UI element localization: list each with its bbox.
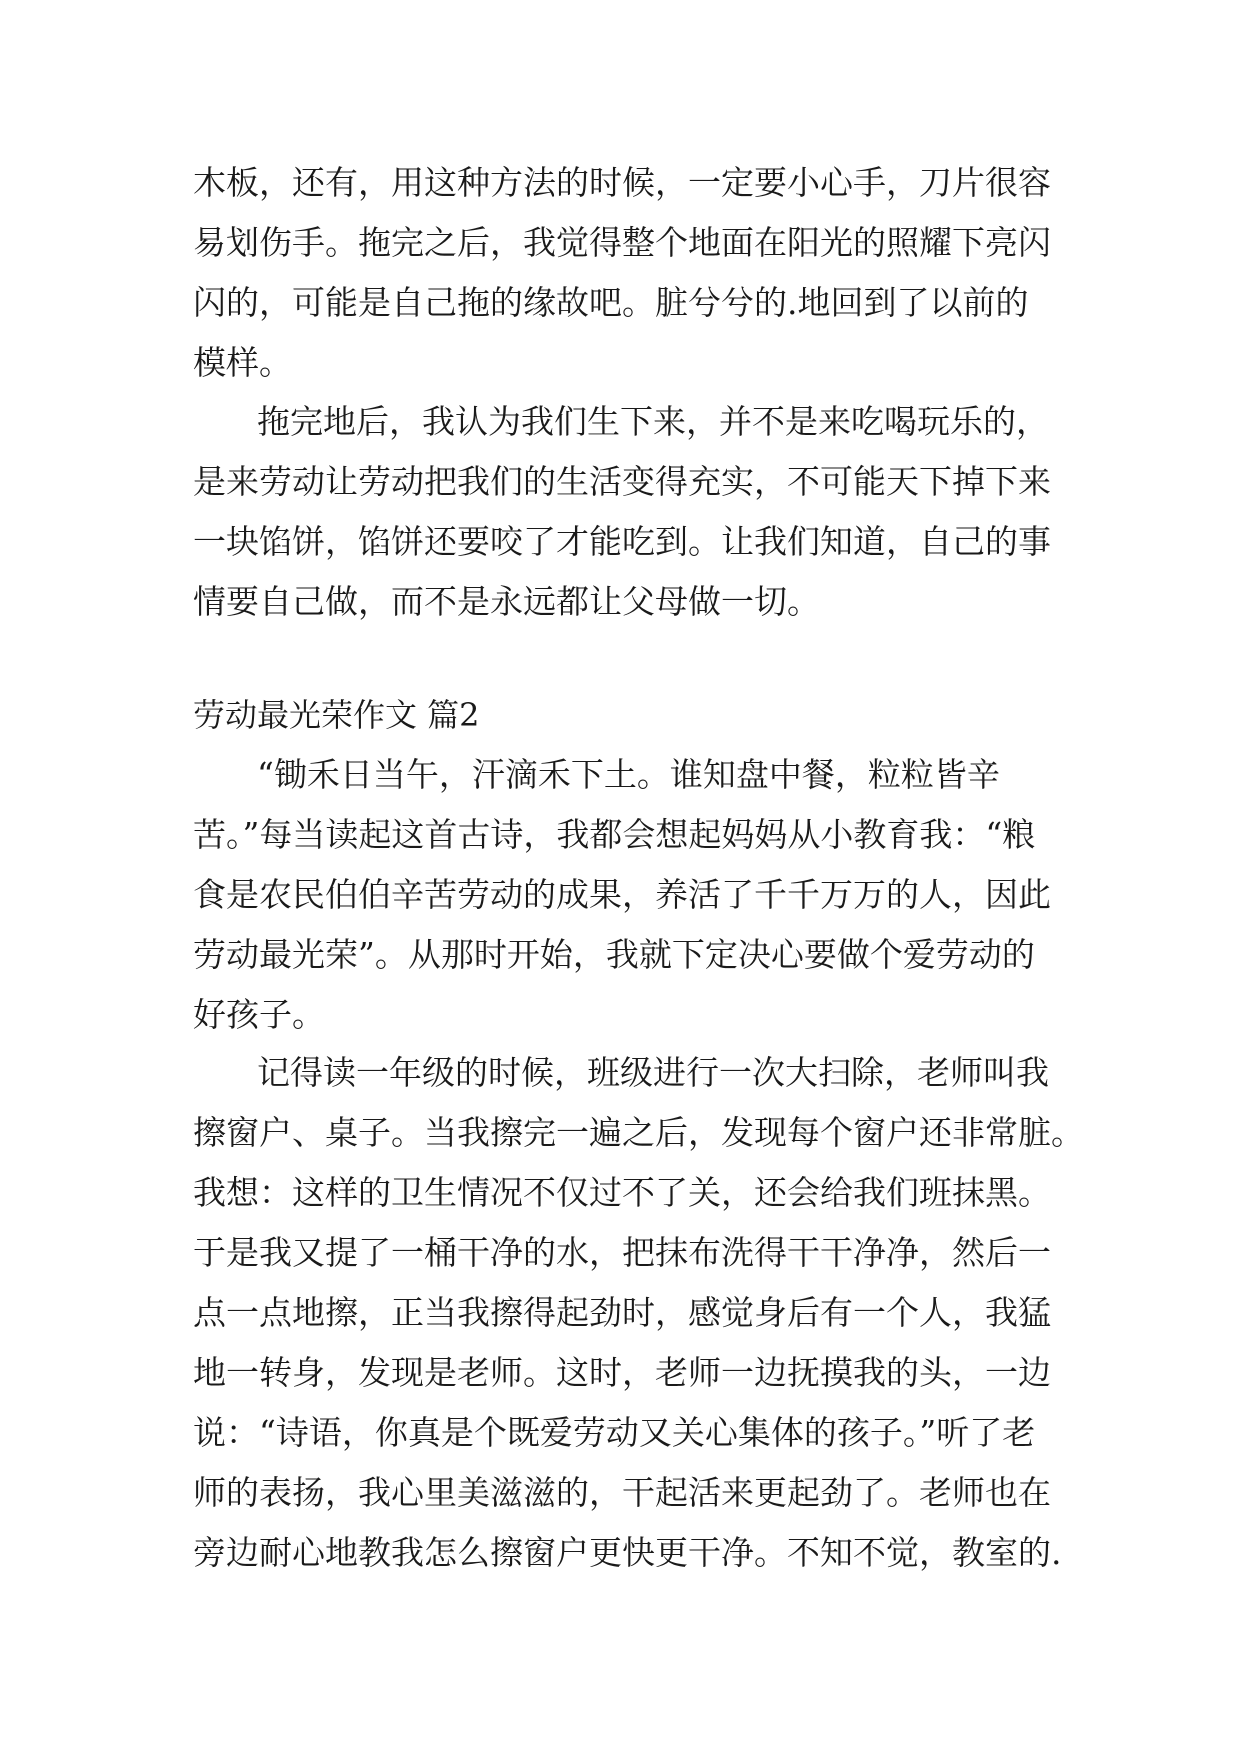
paragraph-line: 一块馅饼，馅饼还要咬了才能吃到。让我们知道，自己的事: [193, 522, 1051, 561]
paragraph-line: 模样。: [193, 343, 292, 382]
paragraph: [193, 1043, 1084, 1583]
paragraph-line: 我想：这样的卫生情况不仅过不了关，还会给我们班抹黑。: [193, 1173, 1051, 1212]
paragraph-line: 师的表扬，我心里美滋滋的，干起活来更起劲了。老师也在: [193, 1473, 1051, 1512]
paragraph-line: 擦窗户、桌子。当我擦完一遍之后，发现每个窗户还非常脏。: [193, 1113, 1084, 1152]
paragraph: [193, 392, 1073, 632]
paragraph-line: “锄禾日当午，汗滴禾下土。谁知盘中餐，粒粒皆辛: [257, 755, 1000, 794]
section-heading-block: [193, 685, 1073, 745]
paragraph-line: 情要自己做，而不是永远都让父母做一切。: [193, 582, 820, 621]
paragraph-line: 木板，还有，用这种方法的时候，一定要小心手，刀片很容: [193, 163, 1051, 202]
paragraph-line: 苦。”每当读起这首古诗，我都会想起妈妈从小教育我：“粮: [193, 815, 1036, 854]
paragraph: [193, 745, 1073, 1045]
section-heading: 劳动最光荣作文 篇2: [193, 696, 480, 734]
paragraph-line: 于是我又提了一桶干净的水，把抹布洗得干干净净，然后一: [193, 1233, 1051, 1272]
paragraph-line: 闪的，可能是自己拖的缘故吧。脏兮兮的.地回到了以前的: [193, 283, 1029, 322]
paragraph-line: 说：“诗语，你真是个既爱劳动又关心集体的孩子。”听了老: [193, 1413, 1036, 1452]
paragraph-line: 劳动最光荣”。从那时开始，我就下定决心要做个爱劳动的: [193, 935, 1035, 974]
paragraph-line: 是来劳动让劳动把我们的生活变得充实，不可能天下掉下来: [193, 462, 1051, 501]
paragraph-continued: [193, 153, 1073, 393]
paragraph-line: 食是农民伯伯辛苦劳动的成果，养活了千千万万的人，因此: [193, 875, 1051, 914]
paragraph-line: 记得读一年级的时候，班级进行一次大扫除，老师叫我: [257, 1053, 1049, 1092]
paragraph-line: 好孩子。: [193, 995, 325, 1034]
paragraph-line: 地一转身，发现是老师。这时，老师一边抚摸我的头，一边: [193, 1353, 1051, 1392]
paragraph-line: 点一点地擦，正当我擦得起劲时，感觉身后有一个人，我猛: [193, 1293, 1051, 1332]
paragraph-line: 旁边耐心地教我怎么擦窗户更快更干净。不知不觉，教室的.: [193, 1533, 1062, 1572]
paragraph-line: 易划伤手。拖完之后，我觉得整个地面在阳光的照耀下亮闪: [193, 223, 1051, 262]
paragraph-line: 拖完地后，我认为我们生下来，并不是来吃喝玩乐的，: [257, 402, 1049, 441]
